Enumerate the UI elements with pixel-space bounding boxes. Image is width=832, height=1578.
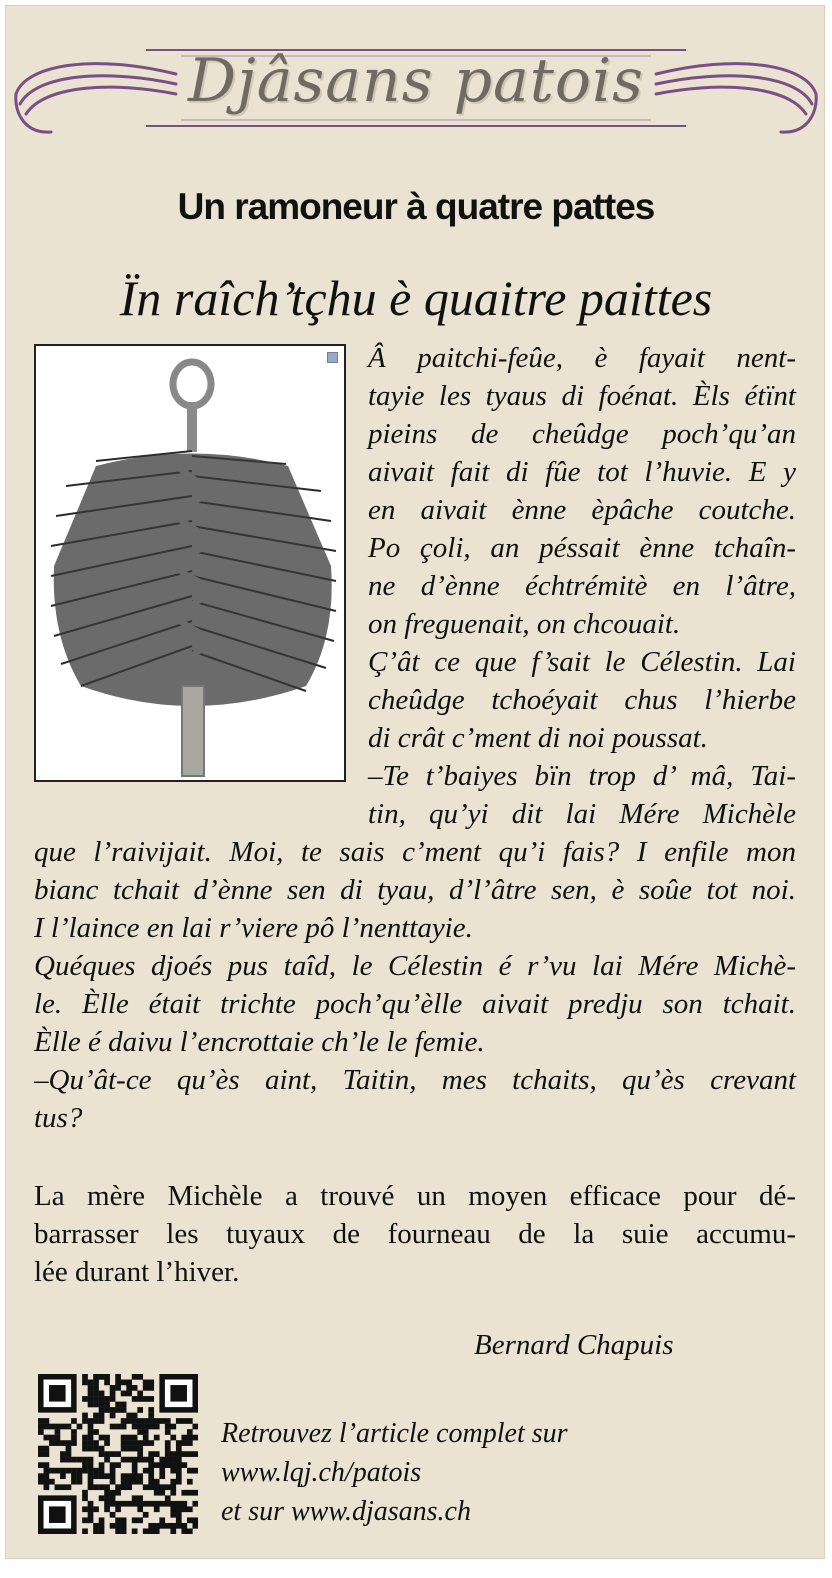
header-banner (6, 34, 826, 154)
cta-text: Retrouvez l’article complet sur (221, 1418, 568, 1449)
patois-title: Ïn raîch’tçhu è quaitre paittes (119, 270, 713, 326)
patois-line: Â paitchi-feûe, è fayait nent- (368, 342, 796, 374)
article-card (5, 5, 825, 1559)
patois-line: aivait fait di fûe tot l’huvie. E y (368, 456, 796, 488)
chimney-brush-photo (34, 344, 346, 782)
patois-line: I l’laince en lai r’viere pô l’nenttayie. (34, 912, 473, 944)
broken-image-icon (327, 352, 338, 363)
summary-line: La mère Michèle a trouvé un moyen efficace pour dé- (34, 1180, 796, 1212)
lqj-link[interactable]: www.lqj.ch/patois (221, 1457, 422, 1488)
author-name: Bernard Chapuis (474, 1329, 674, 1361)
patois-line: Ç’ât ce que f’sait le Célestin. Lai (368, 646, 796, 678)
patois-line: di crât c’ment di noi poussat. (368, 722, 708, 754)
patois-line: le. Èlle était trichte poch’qu’èlle aivait predju son tchait. (34, 988, 796, 1020)
patois-line: que l’raivijait. Moi, te sais c’ment qu’i fais? I enfile mon (34, 836, 796, 868)
banner-title: Djâsans patois (188, 46, 644, 116)
patois-line: tin, qu’yi dit lai Mére Michèle (368, 798, 796, 830)
patois-line: –Qu’ât-ce qu’ès aint, Taitin, mes tchaits, qu’ès crevant (34, 1064, 796, 1096)
patois-line: Èlle é daivu l’encrottaie ch’le le femie. (34, 1026, 485, 1058)
qr-code[interactable] (38, 1374, 198, 1534)
patois-line: pieins de cheûdge poch’qu’an (368, 418, 796, 450)
patois-line: en aivait ènne èpâche coutche. (368, 494, 796, 526)
patois-line: Quéques djoés pus taîd, le Célestin é r’vu lai Mére Michè- (34, 950, 796, 982)
qr-code-icon (38, 1374, 198, 1534)
patois-line: bianc tchait d’ènne sen di tyau, d’l’âtre sen, è soûe tot noi. (34, 874, 796, 906)
patois-line: tus? (34, 1102, 83, 1134)
french-title: Un ramoneur à quatre pattes (177, 186, 655, 227)
article-link-block (221, 1414, 568, 1531)
patois-line: ne d’ènne échtrémitè en l’âtre, (368, 570, 796, 602)
djasans-link[interactable]: et sur www.djasans.ch (221, 1496, 471, 1527)
chimney-brush-icon (36, 346, 346, 782)
patois-line: on freguenait, on chcouait. (368, 608, 681, 640)
summary-line: barrasser les tuyaux de fourneau de la suie accumu- (34, 1218, 796, 1250)
patois-line: cheûdge tchoéyait chus l’hierbe (368, 684, 796, 716)
patois-line: Po çoli, an péssait ènne tchaîn- (368, 532, 796, 564)
patois-line: tayie les tyaus di foénat. Èls étïnt (368, 380, 796, 412)
patois-line: –Te t’baiyes bïn trop d’ mâ, Tai- (368, 760, 796, 792)
summary-line: lée durant l’hiver. (34, 1256, 240, 1288)
